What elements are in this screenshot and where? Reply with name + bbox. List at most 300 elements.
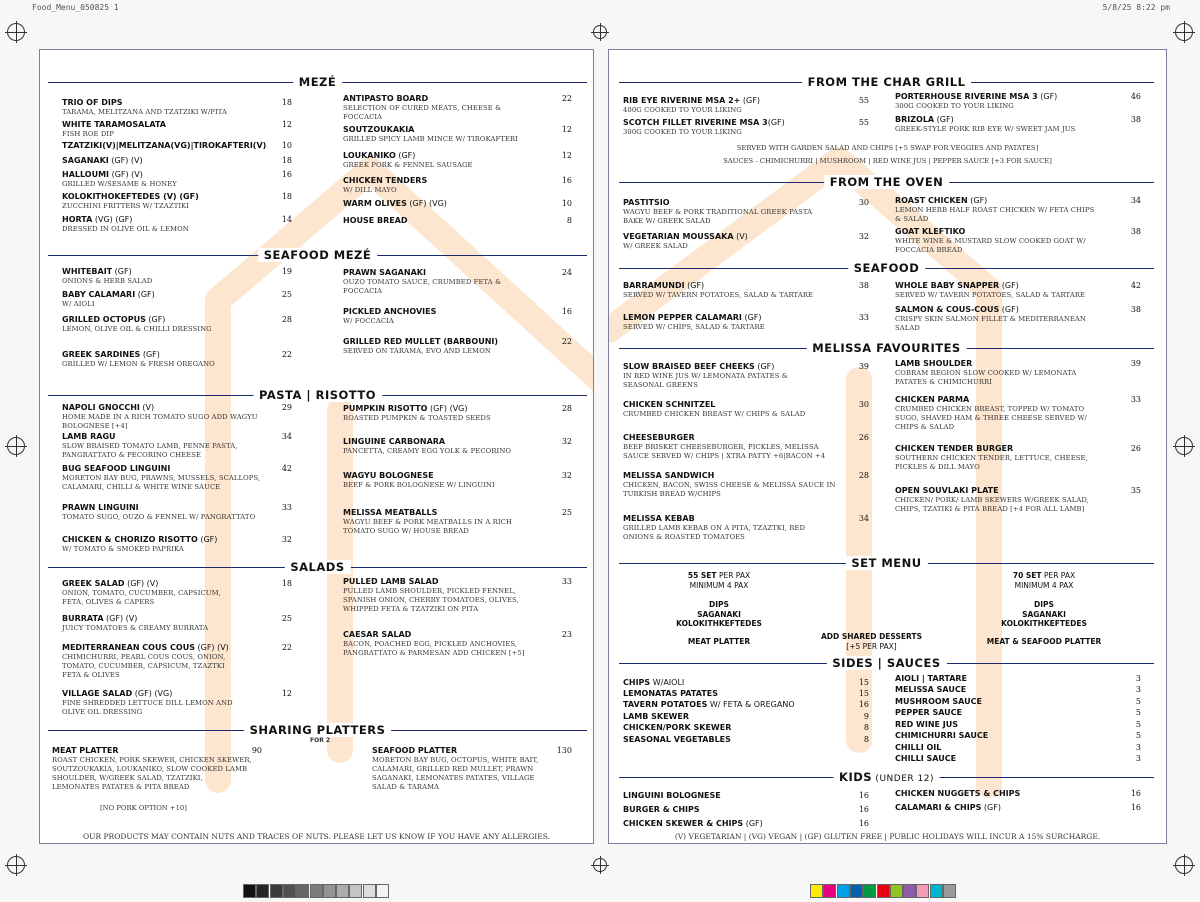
item-description: SERVED W/ CHIPS, SALAD & TARTARE bbox=[623, 323, 765, 331]
item-price: 39 bbox=[1130, 359, 1141, 368]
item-name: WHOLE BABY SNAPPER (GF) bbox=[895, 281, 1019, 290]
section-seafood-meze: SEAFOOD MEZÉ bbox=[48, 248, 587, 262]
menu-item-whole-baby-snapper bbox=[895, 281, 1095, 300]
menu-item-melissa-sauce bbox=[895, 685, 1095, 695]
item-name: MEDITERRANEAN COUS COUS (GF) (V) bbox=[62, 643, 229, 652]
item-price: 25 bbox=[281, 290, 292, 299]
menu-item-napoli-gnocchi bbox=[62, 403, 262, 431]
item-name: LOUKANIKO (GF) bbox=[343, 151, 416, 160]
menu-item-roast-chicken bbox=[895, 196, 1095, 224]
item-name: CHICKEN SKEWER & CHIPS (GF) bbox=[623, 819, 763, 828]
menu-item-prawn-linguini bbox=[62, 503, 262, 522]
item-name: SOUTZOUKAKIA bbox=[343, 125, 415, 134]
item-name: KOLOKITHOKEFTEDES (V) (GF) bbox=[62, 192, 199, 201]
menu-item-tzatziki-v-melitzana-vg-tirokafteri-v bbox=[62, 141, 292, 151]
item-name: CHEESEBURGER bbox=[623, 433, 695, 442]
item-description: W/ DILL MAYO bbox=[343, 186, 397, 194]
menu-item-salmon-cous-cous bbox=[895, 305, 1095, 333]
item-name: WARM OLIVES (GF) (VG) bbox=[343, 199, 447, 208]
item-price: 15 bbox=[858, 678, 869, 687]
item-price: 130 bbox=[556, 746, 572, 755]
item-price: 33 bbox=[1130, 395, 1141, 404]
item-price: 38 bbox=[1130, 115, 1141, 124]
item-price: 18 bbox=[281, 156, 292, 165]
item-price: 34 bbox=[1130, 196, 1141, 205]
item-price: 3 bbox=[1135, 743, 1141, 752]
menu-item-village-salad bbox=[62, 689, 252, 717]
item-price: 55 bbox=[858, 118, 869, 127]
item-price: 15 bbox=[858, 689, 869, 698]
allergy-footer: OUR PRODUCTS MAY CONTAIN NUTS AND TRACES OF NUTS. PLEASE LET US KNOW IF YOU HAVE ANY ALLERGIES. bbox=[83, 832, 550, 841]
item-name: CAESAR SALAD bbox=[343, 630, 412, 639]
item-name: LAMB SKEWER bbox=[623, 712, 690, 721]
item-name: TZATZIKI(V)|MELITZANA(VG)|TIROKAFTERI(V) bbox=[62, 141, 267, 150]
registration-mark-icon bbox=[7, 437, 25, 455]
item-description: GREEK-STYLE PORK RIB EYE W/ SWEET JAM JUS bbox=[895, 125, 1076, 133]
menu-item-house-bread bbox=[343, 216, 543, 226]
item-description: GRILLED W/SESAME & HONEY bbox=[62, 180, 177, 188]
color-swatch bbox=[930, 884, 943, 898]
menu-item-wagyu-bolognese bbox=[343, 471, 543, 490]
item-name: PORTERHOUSE RIVERINE MSA 3 (GF) bbox=[895, 92, 1058, 101]
item-price: 18 bbox=[281, 98, 292, 107]
item-description: ROAST CHICKEN, PORK SKEWER, CHICKEN SKEWER, SOUTZOUKAKIA, LOUKANIKO, SLOW COOKED LAMB SHOULDER, W/GREEK SALAD, TZATZIKI, LEMONATES PATATES & PITA BREAD bbox=[52, 756, 252, 791]
menu-item-chicken-pork-skewer bbox=[623, 723, 823, 733]
item-name: RED WINE JUS bbox=[895, 720, 959, 729]
menu-item-burrata bbox=[62, 614, 262, 633]
menu-item-chilli-oil bbox=[895, 743, 1095, 753]
item-name: MUSHROOM SAUCE bbox=[895, 697, 982, 706]
item-description: WHITE WINE & MUSTARD SLOW COOKED GOAT W/ FOCCACIA BREAD bbox=[895, 237, 1086, 254]
item-price: 5 bbox=[1135, 720, 1141, 729]
item-price: 39 bbox=[858, 362, 869, 371]
color-swatch bbox=[810, 884, 823, 898]
item-price: 25 bbox=[281, 614, 292, 623]
menu-item-lamb-shoulder bbox=[895, 359, 1095, 387]
item-description: 300G COOKED TO YOUR LIKING bbox=[623, 128, 742, 136]
item-description: SOUTHERN CHICKEN TENDER, LETTUCE, CHEESE, PICKLES & DILL MAYO bbox=[895, 454, 1088, 471]
item-price: 23 bbox=[561, 630, 572, 639]
item-description: GREEK PORK & FENNEL SAUSAGE bbox=[343, 161, 473, 169]
item-name: CHIMICHURRI SAUCE bbox=[895, 731, 989, 740]
item-price: 32 bbox=[561, 437, 572, 446]
item-description: BEEF & PORK BOLOGNESE W/ LINGUINI bbox=[343, 481, 495, 489]
item-price: 16 bbox=[1130, 789, 1141, 798]
item-description: DRESSED IN OLIVE OIL & LEMON bbox=[62, 225, 189, 233]
item-description: SERVED ON TARAMA, EVO AND LEMON bbox=[343, 347, 491, 355]
registration-mark-icon bbox=[1175, 437, 1193, 455]
item-name: CHICKEN PARMA bbox=[895, 395, 970, 404]
item-name: PULLED LAMB SALAD bbox=[343, 577, 439, 586]
item-description: PANCETTA, CREAMY EGG YOLK & PECORINO bbox=[343, 447, 512, 455]
item-price: 42 bbox=[281, 464, 292, 473]
item-name: PUMPKIN RISOTTO (GF) (VG) bbox=[343, 404, 468, 413]
item-name: GRILLED RED MULLET (BARBOUNI) bbox=[343, 337, 499, 346]
item-name: SALMON & COUS-COUS (GF) bbox=[895, 305, 1019, 314]
item-price: 16 bbox=[1130, 803, 1141, 812]
item-name: PRAWN SAGANAKI bbox=[343, 268, 426, 277]
item-price: 16 bbox=[858, 805, 869, 814]
item-name: VILLAGE SALAD (GF) (VG) bbox=[62, 689, 173, 698]
menu-item-seafood-platter bbox=[372, 746, 552, 792]
item-price: 12 bbox=[281, 689, 292, 698]
gray-swatch bbox=[323, 884, 336, 898]
menu-item-melissa-kebab bbox=[623, 514, 823, 542]
item-description: W/ AIOLI bbox=[62, 300, 95, 308]
item-description: SELECTION OF CURED MEATS, CHEESE & FOCCACIA bbox=[343, 104, 502, 121]
item-name: LINGUINI BOLOGNESE bbox=[623, 791, 721, 800]
item-description: GRILLED W/ LEMON & FRESH OREGANO bbox=[62, 360, 215, 368]
menu-item-antipasto-board bbox=[343, 94, 523, 122]
item-name: CHICKEN/PORK SKEWER bbox=[623, 723, 732, 732]
item-name: PEPPER SAUCE bbox=[895, 708, 963, 717]
item-name: BABY CALAMARI (GF) bbox=[62, 290, 155, 299]
item-name: SEAFOOD PLATTER bbox=[372, 746, 458, 755]
item-price: 22 bbox=[561, 94, 572, 103]
item-name: NAPOLI GNOCCHI (V) bbox=[62, 403, 155, 412]
item-price: 32 bbox=[858, 232, 869, 241]
menu-item-halloumi bbox=[62, 170, 272, 189]
item-price: 16 bbox=[561, 176, 572, 185]
color-swatch bbox=[850, 884, 863, 898]
item-name: MELISSA MEATBALLS bbox=[343, 508, 438, 517]
gray-swatch bbox=[363, 884, 376, 898]
item-price: 12 bbox=[561, 151, 572, 160]
item-price: 16 bbox=[281, 170, 292, 179]
section-sides: SIDES | SAUCES bbox=[619, 656, 1154, 670]
item-price: 3 bbox=[1135, 685, 1141, 694]
item-name: ROAST CHICKEN (GF) bbox=[895, 196, 988, 205]
item-name: CHICKEN NUGGETS & CHIPS bbox=[895, 789, 1021, 798]
menu-item-linguini-bolognese bbox=[623, 791, 823, 801]
item-price: 28 bbox=[561, 404, 572, 413]
item-price: 32 bbox=[281, 535, 292, 544]
set-desserts: ADD SHARED DESSERTS [+5 PER PAX] bbox=[821, 632, 922, 651]
item-price: 32 bbox=[561, 471, 572, 480]
item-price: 26 bbox=[1130, 444, 1141, 453]
gray-swatch bbox=[349, 884, 362, 898]
item-price: 90 bbox=[251, 746, 262, 755]
item-description: CHICKEN/ PORK/ LAMB SKEWERS W/GREEK SALAD, CHIPS, TZATIKI & PITA BREAD [+4 FOR ALL LAMB] bbox=[895, 496, 1089, 513]
item-price: 18 bbox=[281, 579, 292, 588]
item-name: BURRATA (GF) (V) bbox=[62, 614, 138, 623]
item-price: 46 bbox=[1130, 92, 1141, 101]
item-name: GRILLED OCTOPUS (GF) bbox=[62, 315, 166, 324]
item-description: TARAMA, MELITZANA AND TZATZIKI W/PITA bbox=[62, 108, 228, 116]
item-description: ONIONS & HERB SALAD bbox=[62, 277, 153, 285]
item-price: 8 bbox=[863, 735, 869, 744]
item-price: 16 bbox=[561, 307, 572, 316]
item-price: 16 bbox=[858, 700, 869, 709]
menu-item-chips bbox=[623, 678, 823, 688]
item-name: VEGETARIAN MOUSSAKA (V) bbox=[623, 232, 748, 241]
item-price: 55 bbox=[858, 96, 869, 105]
item-name: LEMONATAS PATATES bbox=[623, 689, 718, 698]
item-description: CRUMBED CHICKEN BREAST, TOPPED W/ TOMATO SUGO, SHAVED HAM & THREE CHEESE SERVED W/ CHIPS & SALAD bbox=[895, 405, 1087, 431]
item-description: CRUMBED CHICKEN BREAST W/ CHIPS & SALAD bbox=[623, 410, 806, 418]
item-description: ROASTED PUMPKIN & TOASTED SEEDS bbox=[343, 414, 491, 422]
menu-item-chicken-tender-burger bbox=[895, 444, 1105, 472]
menu-item-caesar-salad bbox=[343, 630, 543, 658]
menu-item-lamb-skewer bbox=[623, 712, 823, 722]
item-price: 12 bbox=[561, 125, 572, 134]
section-favourites: MELISSA FAVOURITES bbox=[619, 341, 1154, 355]
menu-item-pumpkin-risotto bbox=[343, 404, 543, 423]
gray-swatch bbox=[336, 884, 349, 898]
item-name: CHICKEN SCHNITZEL bbox=[623, 400, 716, 409]
color-swatch bbox=[877, 884, 890, 898]
item-name: HALLOUMI (GF) (V) bbox=[62, 170, 143, 179]
menu-item-scotch-fillet-riverine-msa-3 bbox=[623, 118, 823, 137]
menu-item-chicken-skewer-chips bbox=[623, 819, 823, 829]
registration-mark-icon bbox=[1175, 23, 1193, 41]
gray-swatch bbox=[270, 884, 283, 898]
color-swatch bbox=[916, 884, 929, 898]
gray-swatch bbox=[310, 884, 323, 898]
item-description: GRILLED LAMB KEBAB ON A PITA, TZAZTKI, RED ONIONS & ROASTED TOMATOES bbox=[623, 524, 806, 541]
item-description: W/ FOCCACIA bbox=[343, 317, 394, 325]
item-price: 22 bbox=[281, 643, 292, 652]
menu-item-warm-olives bbox=[343, 199, 543, 209]
item-description: FINE SHREDDED LETTUCE DILL LEMON AND OLIVE OIL DRESSING bbox=[62, 699, 233, 716]
menu-item-slow-braised-beef-cheeks bbox=[623, 362, 823, 390]
item-price: 18 bbox=[281, 192, 292, 201]
char-grill-served-note: SERVED WITH GARDEN SALAD AND CHIPS [+5 SWAP FOR VEGGIES AND PATATES] bbox=[736, 144, 1039, 152]
item-price: 28 bbox=[858, 471, 869, 480]
item-description: W/ GREEK SALAD bbox=[623, 242, 688, 250]
menu-item-white-taramosalata bbox=[62, 120, 272, 139]
item-name: CHICKEN TENDERS bbox=[343, 176, 428, 185]
menu-item-porterhouse-riverine-msa-3 bbox=[895, 92, 1095, 111]
menu-page-right bbox=[608, 49, 1167, 844]
item-name: GREEK SARDINES (GF) bbox=[62, 350, 160, 359]
item-price: 38 bbox=[1130, 305, 1141, 314]
menu-item-pulled-lamb-salad bbox=[343, 577, 543, 614]
item-name: TRIO OF DIPS bbox=[62, 98, 123, 107]
item-name: GREEK SALAD (GF) (V) bbox=[62, 579, 159, 588]
item-description: JUICY TOMATOES & CREAMY BURRATA bbox=[62, 624, 209, 632]
menu-item-barramundi bbox=[623, 281, 823, 300]
item-price: 19 bbox=[281, 267, 292, 276]
menu-item-goat-kleftiko bbox=[895, 227, 1095, 255]
item-price: 42 bbox=[1130, 281, 1141, 290]
menu-item-lemon-pepper-calamari bbox=[623, 313, 823, 332]
menu-item-seasonal-vegetables bbox=[623, 735, 823, 745]
dietary-legend-footer: (V) VEGETARIAN | (VG) VEGAN | (GF) GLUTEN FREE | PUBLIC HOLIDAYS WILL INCUR A 15% SURCHARGE. bbox=[674, 832, 1101, 841]
item-price: 25 bbox=[561, 508, 572, 517]
gray-swatch bbox=[296, 884, 309, 898]
item-price: 33 bbox=[281, 503, 292, 512]
menu-item-baby-calamari bbox=[62, 290, 272, 309]
section-seafood: SEAFOOD bbox=[619, 261, 1154, 275]
section-set-menu: SET MENU bbox=[619, 556, 1154, 570]
menu-item-grilled-octopus bbox=[62, 315, 272, 334]
item-price: 5 bbox=[1135, 708, 1141, 717]
item-name: GOAT KLEFTIKO bbox=[895, 227, 966, 236]
registration-mark-icon bbox=[7, 23, 25, 41]
color-swatch bbox=[890, 884, 903, 898]
item-price: 38 bbox=[858, 281, 869, 290]
item-name: WAGYU BOLOGNESE bbox=[343, 471, 434, 480]
item-name: ANTIPASTO BOARD bbox=[343, 94, 429, 103]
item-description: SLOW BRAISED TOMATO LAMB, PENNE PASTA, PANGRATTATO & PECORINO CHEESE bbox=[62, 442, 238, 459]
menu-item-tavern-potatoes bbox=[623, 700, 823, 710]
section-oven: FROM THE OVEN bbox=[619, 175, 1154, 189]
item-price: 5 bbox=[1135, 697, 1141, 706]
color-swatch bbox=[903, 884, 916, 898]
item-name: BARRAMUNDI (GF) bbox=[623, 281, 705, 290]
item-description: CRISPY SKIN SALMON FILLET & MEDITERRANEAN SALAD bbox=[895, 315, 1086, 332]
item-name: WHITEBAIT (GF) bbox=[62, 267, 132, 276]
item-description: MORETON BAY BUG, OCTOPUS, WHITE BAIT, CALAMARI, GRILLED RED MULLET, PRAWN SAGANAKI, LEMONATES PATATES, VILLAGE SALAD & TARAMA bbox=[372, 756, 539, 791]
menu-item-lamb-ragu bbox=[62, 432, 262, 460]
menu-item-whitebait bbox=[62, 267, 272, 286]
item-name: PRAWN LINGUINI bbox=[62, 503, 139, 512]
item-description: CHICKEN, BACON, SWISS CHEESE & MELISSA SAUCE IN TURKISH BREAD W/CHIPS bbox=[623, 481, 836, 498]
item-name: PASTITSIO bbox=[623, 198, 670, 207]
registration-mark-icon bbox=[7, 856, 25, 874]
item-description: ONION, TOMATO, CUCUMBER, CAPSICUM, FETA, OLIVES & CAPERS bbox=[62, 589, 221, 606]
item-description: HOME MADE IN A RICH TOMATO SUGO ADD WAGYU BOLOGNESE [+4] bbox=[62, 413, 258, 430]
menu-item-melissa-meatballs bbox=[343, 508, 533, 536]
item-name: BURGER & CHIPS bbox=[623, 805, 700, 814]
menu-item-melissa-sandwich bbox=[623, 471, 838, 499]
item-name: CHILLI SAUCE bbox=[895, 754, 957, 763]
menu-page-left bbox=[39, 49, 594, 844]
registration-mark-icon bbox=[1175, 856, 1193, 874]
menu-item-mushroom-sauce bbox=[895, 697, 1095, 707]
section-meze: MEZÉ bbox=[48, 75, 587, 89]
section-sharing-platters: SHARING PLATTERS bbox=[48, 723, 587, 737]
section-char-grill: FROM THE CHAR GRILL bbox=[619, 75, 1154, 89]
menu-item-brizola bbox=[895, 115, 1095, 134]
item-name: CHICKEN TENDER BURGER bbox=[895, 444, 1014, 453]
item-description: WAGYU BEEF & PORK MEATBALLS IN A RICH TOMATO SUGO W/ HOUSE BREAD bbox=[343, 518, 512, 535]
menu-item-red-wine-jus bbox=[895, 720, 1095, 730]
item-price: 5 bbox=[1135, 731, 1141, 740]
print-timestamp: 5/8/25 8:22 pm bbox=[1102, 3, 1170, 12]
item-description: 300G COOKED TO YOUR LIKING bbox=[895, 102, 1014, 110]
item-price: 30 bbox=[858, 400, 869, 409]
item-description: BACON, POACHED EGG, PICKLED ANCHOVIES, PANGRATTATO & PARMESAN ADD CHICKEN [+5] bbox=[343, 640, 525, 657]
item-price: 12 bbox=[281, 120, 292, 129]
item-description: OUZO TOMATO SAUCE, CRUMBED FETA & FOCCACIA bbox=[343, 278, 502, 295]
item-price: 29 bbox=[281, 403, 292, 412]
item-price: 3 bbox=[1135, 674, 1141, 683]
item-name: BRIZOLA (GF) bbox=[895, 115, 954, 124]
item-name: LINGUINE CARBONARA bbox=[343, 437, 446, 446]
item-name: MELISSA KEBAB bbox=[623, 514, 695, 523]
menu-item-calamari-chips bbox=[895, 803, 1095, 813]
menu-item-mediterranean-cous-cous bbox=[62, 643, 242, 680]
menu-item-linguine-carbonara bbox=[343, 437, 543, 456]
item-name: WHITE TARAMOSALATA bbox=[62, 120, 166, 129]
menu-item-cheeseburger bbox=[623, 433, 838, 461]
item-price: 26 bbox=[858, 433, 869, 442]
item-name: MEAT PLATTER bbox=[52, 746, 119, 755]
item-description: IN RED WINE JUS W/ LEMONATA PATATES & SEASONAL GREENS bbox=[623, 372, 788, 389]
menu-item-chicken-parma bbox=[895, 395, 1110, 432]
item-description: LEMON, OLIVE OIL & CHILLI DRESSING bbox=[62, 325, 212, 333]
menu-item-kolokithokeftedes-v-gf bbox=[62, 192, 272, 211]
item-price: 8 bbox=[863, 723, 869, 732]
item-price: 34 bbox=[281, 432, 292, 441]
item-name: MELISSA SAUCE bbox=[895, 685, 967, 694]
item-name: SCOTCH FILLET RIVERINE MSA 3(GF) bbox=[623, 118, 785, 127]
item-description: W/ TOMATO & SMOKED PAPRIKA bbox=[62, 545, 184, 553]
menu-item-chicken-tenders bbox=[343, 176, 543, 195]
menu-item-chilli-sauce bbox=[895, 754, 1095, 764]
sharing-subtitle: FOR 2 bbox=[310, 737, 331, 744]
gray-swatch bbox=[243, 884, 256, 898]
item-price: 22 bbox=[281, 350, 292, 359]
item-name: MELISSA SANDWICH bbox=[623, 471, 715, 480]
item-description: SERVED W/ TAVERN POTATOES, SALAD & TARTARE bbox=[623, 291, 814, 299]
item-price: 28 bbox=[281, 315, 292, 324]
item-description: TOMATO SUGO, OUZO & FENNEL W/ PANGRATTATO bbox=[62, 513, 256, 521]
menu-item-chicken-schnitzel bbox=[623, 400, 823, 419]
item-price: 9 bbox=[863, 712, 869, 721]
item-price: 8 bbox=[566, 216, 572, 225]
item-price: 10 bbox=[561, 199, 572, 208]
item-description: 400G COOKED TO YOUR LIKING bbox=[623, 106, 742, 114]
item-description: ZUCCHINI FRITTERS W/ TZAZTIKI bbox=[62, 202, 190, 210]
menu-item-soutzoukakia bbox=[343, 125, 543, 144]
item-price: 16 bbox=[858, 819, 869, 828]
section-kids: KIDS (UNDER 12) bbox=[619, 770, 1154, 784]
item-description: GRILLED SPICY LAMB MINCE W/ TIROKAFTERI bbox=[343, 135, 519, 143]
menu-item-meat-platter bbox=[52, 746, 252, 792]
menu-item-greek-salad bbox=[62, 579, 242, 607]
menu-item-saganaki bbox=[62, 156, 272, 166]
menu-item-loukaniko bbox=[343, 151, 543, 170]
gray-swatch bbox=[376, 884, 389, 898]
item-price: 14 bbox=[281, 215, 292, 224]
item-name: HOUSE BREAD bbox=[343, 216, 408, 225]
item-name: HORTA (VG) (GF) bbox=[62, 215, 133, 224]
no-pork-note: [NO PORK OPTION +10] bbox=[100, 804, 187, 812]
item-name: SAGANAKI (GF) (V) bbox=[62, 156, 143, 165]
menu-item-trio-of-dips bbox=[62, 98, 272, 117]
item-price: 35 bbox=[1130, 486, 1141, 495]
item-name: LAMB RAGU bbox=[62, 432, 116, 441]
item-description: WAGYU BEEF & PORK TRADITIONAL GREEK PASTA BAKE W/ GREEK SALAD bbox=[623, 208, 813, 225]
item-name: OPEN SOUVLAKI PLATE bbox=[895, 486, 999, 495]
item-price: 22 bbox=[561, 337, 572, 346]
set-70-menu: 70 SET PER PAX MINIMUM 4 PAX DIPS SAGANAKI KOLOKITHKEFTEDES MEAT & SEAFOOD PLATTER bbox=[986, 571, 1102, 646]
menu-item-chicken-nuggets-chips bbox=[895, 789, 1095, 799]
item-name: SLOW BRAISED BEEF CHEEKS (GF) bbox=[623, 362, 775, 371]
item-description: BEEF BRISKET CHEESEBURGER, PICKLES, MELISSA SAUCE SERVED W/ CHIPS | XTRA PATTY +6|BACON +4 bbox=[623, 443, 826, 460]
gray-swatch bbox=[283, 884, 296, 898]
menu-item-pickled-anchovies bbox=[343, 307, 543, 326]
color-swatch bbox=[837, 884, 850, 898]
item-name: CHIPS W/AIOLI bbox=[623, 678, 685, 687]
item-name: CHICKEN & CHORIZO RISOTTO (GF) bbox=[62, 535, 218, 544]
item-name: RIB EYE RIVERINE MSA 2+ (GF) bbox=[623, 96, 760, 105]
item-price: 16 bbox=[858, 791, 869, 800]
menu-item-lemonatas-patates bbox=[623, 689, 823, 699]
gray-swatch bbox=[256, 884, 269, 898]
item-name: CHILLI OIL bbox=[895, 743, 942, 752]
color-swatch bbox=[863, 884, 876, 898]
item-price: 24 bbox=[561, 268, 572, 277]
registration-mark-icon bbox=[593, 25, 607, 39]
menu-item-aioli-tartare bbox=[895, 674, 1095, 684]
menu-item-prawn-saganaki bbox=[343, 268, 523, 296]
menu-item-chicken-chorizo-risotto bbox=[62, 535, 272, 554]
item-name: PICKLED ANCHOVIES bbox=[343, 307, 437, 316]
